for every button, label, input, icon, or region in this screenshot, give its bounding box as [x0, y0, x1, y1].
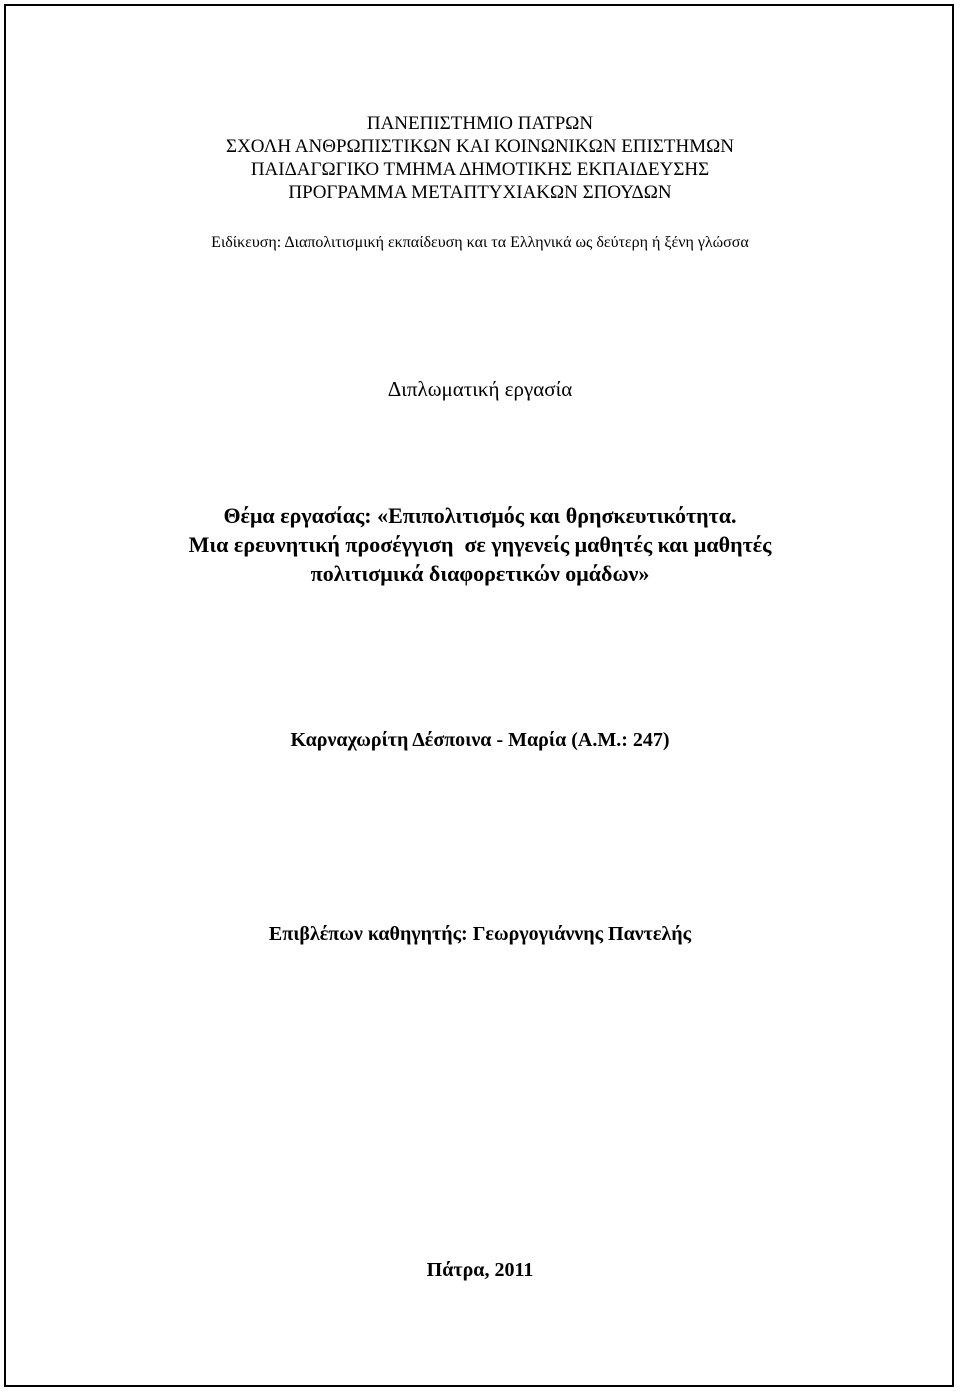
program-name: ΠΡΟΓΡΑΜΜΑ ΜΕΤΑΠΤΥΧΙΑΚΩΝ ΣΠΟΥΔΩΝ: [288, 182, 672, 203]
specialization: Ειδίκευση: Διαπολιτισμική εκπαίδευση και τα Ελληνικά ως δεύτερη ή ξένη γλώσσα: [211, 234, 749, 251]
page-border: [4, 4, 954, 1387]
thesis-topic-line-2: Μια ερευνητική προσέγγιση σε γηγενείς μαθητές και μαθητές: [188, 532, 772, 557]
author: Καρναχωρίτη Δέσποινα - Μαρία (Α.Μ.: 247): [290, 729, 670, 751]
school-name: ΣΧΟΛΗ ΑΝΘΡΩΠΙΣΤΙΚΩΝ ΚΑΙ ΚΟΙΝΩΝΙΚΩΝ ΕΠΙΣΤΗΜΩΝ: [226, 136, 734, 157]
place-date: Πάτρα, 2011: [426, 1259, 534, 1281]
thesis-topic-line-3: πολιτισμικά διαφορετικών ομάδων»: [310, 561, 650, 586]
supervisor: Επιβλέπων καθηγητής: Γεωργογιάννης Παντελής: [268, 923, 692, 945]
thesis-type: Διπλωματική εργασία: [387, 377, 573, 401]
department-name: ΠΑΙΔΑΓΩΓΙΚΟ ΤΜΗΜΑ ΔΗΜΟΤΙΚΗΣ ΕΚΠΑΙΔΕΥΣΗΣ: [250, 159, 710, 180]
university-name: ΠΑΝΕΠΙΣΤΗΜΙΟ ΠΑΤΡΩΝ: [366, 113, 594, 134]
thesis-topic-line-1: Θέμα εργασίας: «Επιπολιτισμός και θρησκευτικότητα.: [223, 503, 737, 528]
